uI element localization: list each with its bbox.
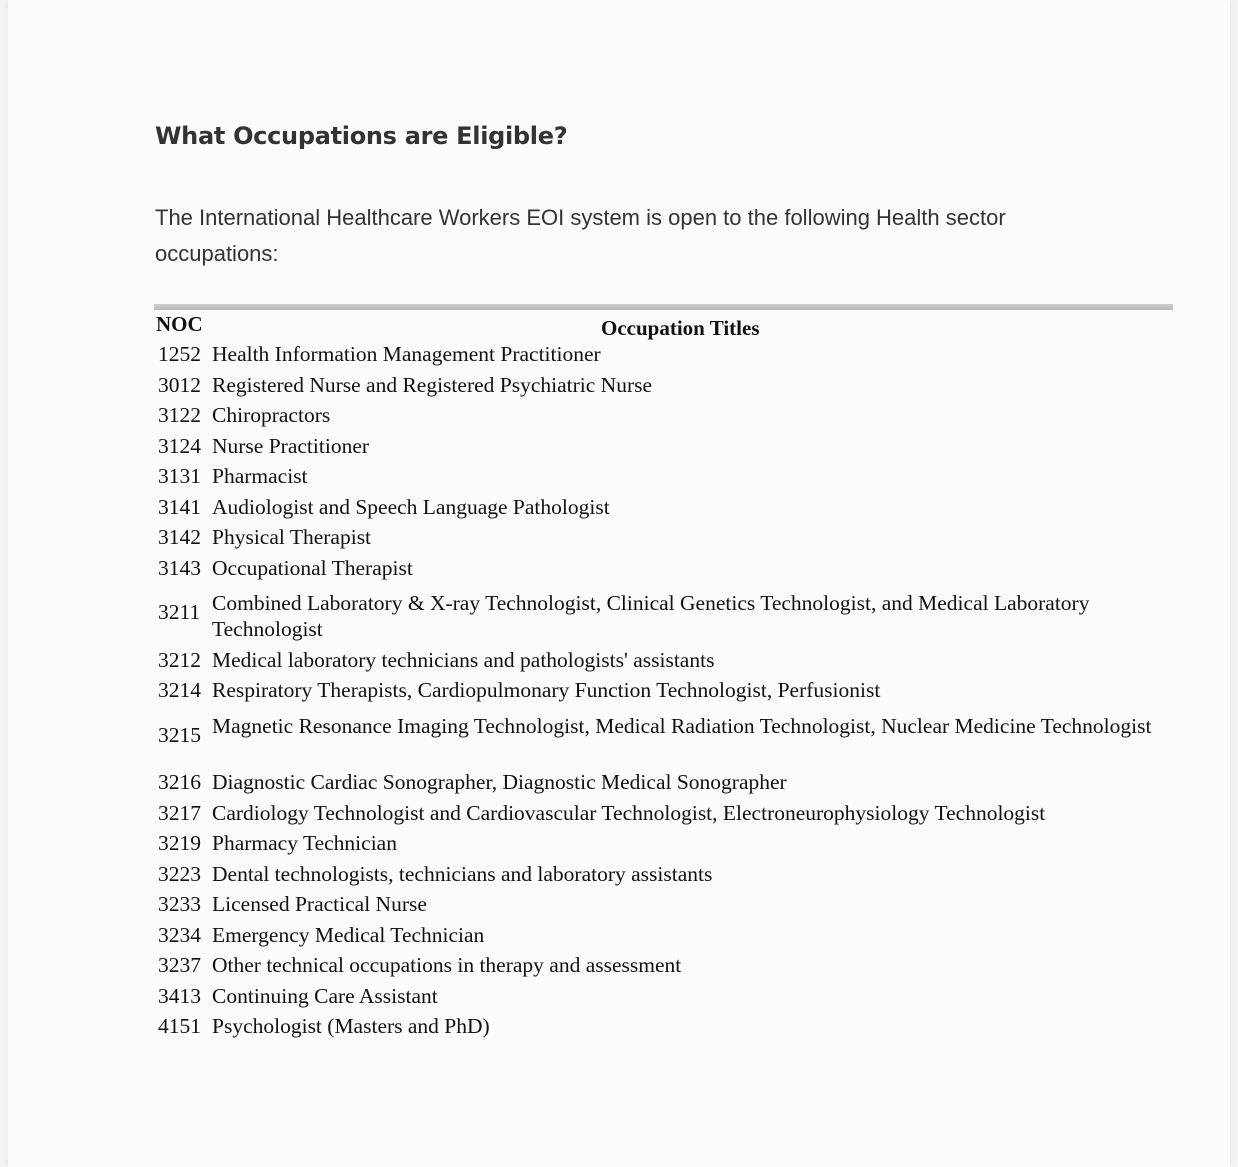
table-row	[158, 403, 1188, 434]
noc-code: 3233	[158, 892, 201, 916]
noc-code: 3223	[158, 861, 201, 886]
occupation-title: Chiropractors	[212, 403, 331, 427]
table-row	[158, 923, 1188, 954]
table-row	[158, 709, 1188, 771]
occupation-title: Psychologist (Masters and PhD)	[212, 1014, 490, 1038]
noc-code: 3122	[158, 403, 201, 427]
occupation-title: Dental technologists, technicians and laboratory assistants	[212, 861, 713, 886]
noc-code: 3012	[158, 372, 201, 397]
occupation-title: Emergency Medical Technician	[212, 922, 485, 947]
occupation-title: Diagnostic Cardiac Sonographer, Diagnostic Medical Sonographer	[212, 770, 787, 794]
table-row	[158, 862, 1188, 893]
table-row	[158, 770, 1188, 801]
document-page	[8, 0, 1230, 1167]
noc-code: 3124	[158, 433, 201, 458]
noc-code: 3219	[158, 831, 201, 855]
occupation-titles-column-header: Occupation Titles	[601, 316, 760, 340]
table-row	[158, 892, 1188, 923]
noc-column-header: NOC	[156, 312, 203, 336]
noc-code: 3215	[158, 722, 201, 747]
table-row	[158, 648, 1188, 679]
table-row	[158, 434, 1188, 465]
table-row	[158, 801, 1188, 832]
table-row	[158, 495, 1188, 526]
table-row	[158, 984, 1188, 1015]
occupation-title: Audiologist and Speech Language Pathologist	[212, 494, 610, 519]
occupation-title: Health Information Management Practitioner	[212, 342, 601, 366]
page-heading: What Occupations are Eligible?	[155, 122, 568, 150]
noc-code: 3413	[158, 983, 201, 1008]
occupation-title: Licensed Practical Nurse	[212, 892, 427, 916]
table-row	[158, 464, 1188, 495]
occupation-title: Other technical occupations in therapy and assessment	[212, 953, 682, 977]
noc-code: 3237	[158, 953, 201, 977]
table-row	[158, 678, 1188, 709]
table-row	[158, 831, 1188, 862]
table-row	[158, 1014, 1188, 1045]
noc-code: 3131	[158, 464, 201, 488]
table-row	[158, 556, 1188, 587]
occupation-title: Cardiology Technologist and Cardiovascular Technologist, Electroneurophysiology Technologist	[212, 800, 1046, 825]
noc-code: 3216	[158, 770, 201, 794]
table-row	[158, 525, 1188, 556]
occupation-title: Medical laboratory technicians and pathologists' assistants	[212, 647, 715, 672]
table-header	[156, 312, 1156, 342]
noc-code: 3211	[158, 600, 201, 624]
noc-code: 3234	[158, 922, 201, 947]
table-row	[158, 953, 1188, 984]
occupation-title: Pharmacy Technician	[212, 831, 397, 855]
occupation-title: Physical Therapist	[212, 525, 372, 549]
noc-code: 3217	[158, 800, 201, 825]
noc-code: 3143	[158, 555, 201, 580]
noc-code: 3212	[158, 647, 201, 672]
noc-code: 3214	[158, 678, 201, 702]
occupation-title: Pharmacist	[212, 464, 308, 488]
occupation-title: Magnetic Resonance Imaging Technologist, Medical Radiation Technologist, Nuclear Medicine Technologist	[212, 713, 1152, 738]
intro-paragraph: The International Healthcare Workers EOI system is open to the following Health sector occupations:	[155, 205, 1006, 266]
table-row	[158, 342, 1188, 373]
table-top-rule	[154, 304, 1173, 310]
occupation-title: Registered Nurse and Registered Psychiatric Nurse	[212, 372, 653, 397]
noc-code: 1252	[158, 342, 201, 366]
noc-code: 3141	[158, 494, 201, 519]
occupation-title: Combined Laboratory & X-ray Technologist, Clinical Genetics Technologist, and Medical Laboratory Technologist	[212, 591, 1090, 641]
noc-code: 3142	[158, 525, 201, 549]
table-row	[158, 586, 1188, 648]
table-row	[158, 373, 1188, 404]
occupation-title: Continuing Care Assistant	[212, 983, 438, 1008]
occupation-title: Respiratory Therapists, Cardiopulmonary Function Technologist, Perfusionist	[212, 678, 881, 702]
occupation-title: Nurse Practitioner	[212, 433, 370, 458]
noc-code: 4151	[158, 1014, 201, 1038]
occupation-title: Occupational Therapist	[212, 555, 413, 580]
occupation-table-body	[158, 342, 1188, 1045]
